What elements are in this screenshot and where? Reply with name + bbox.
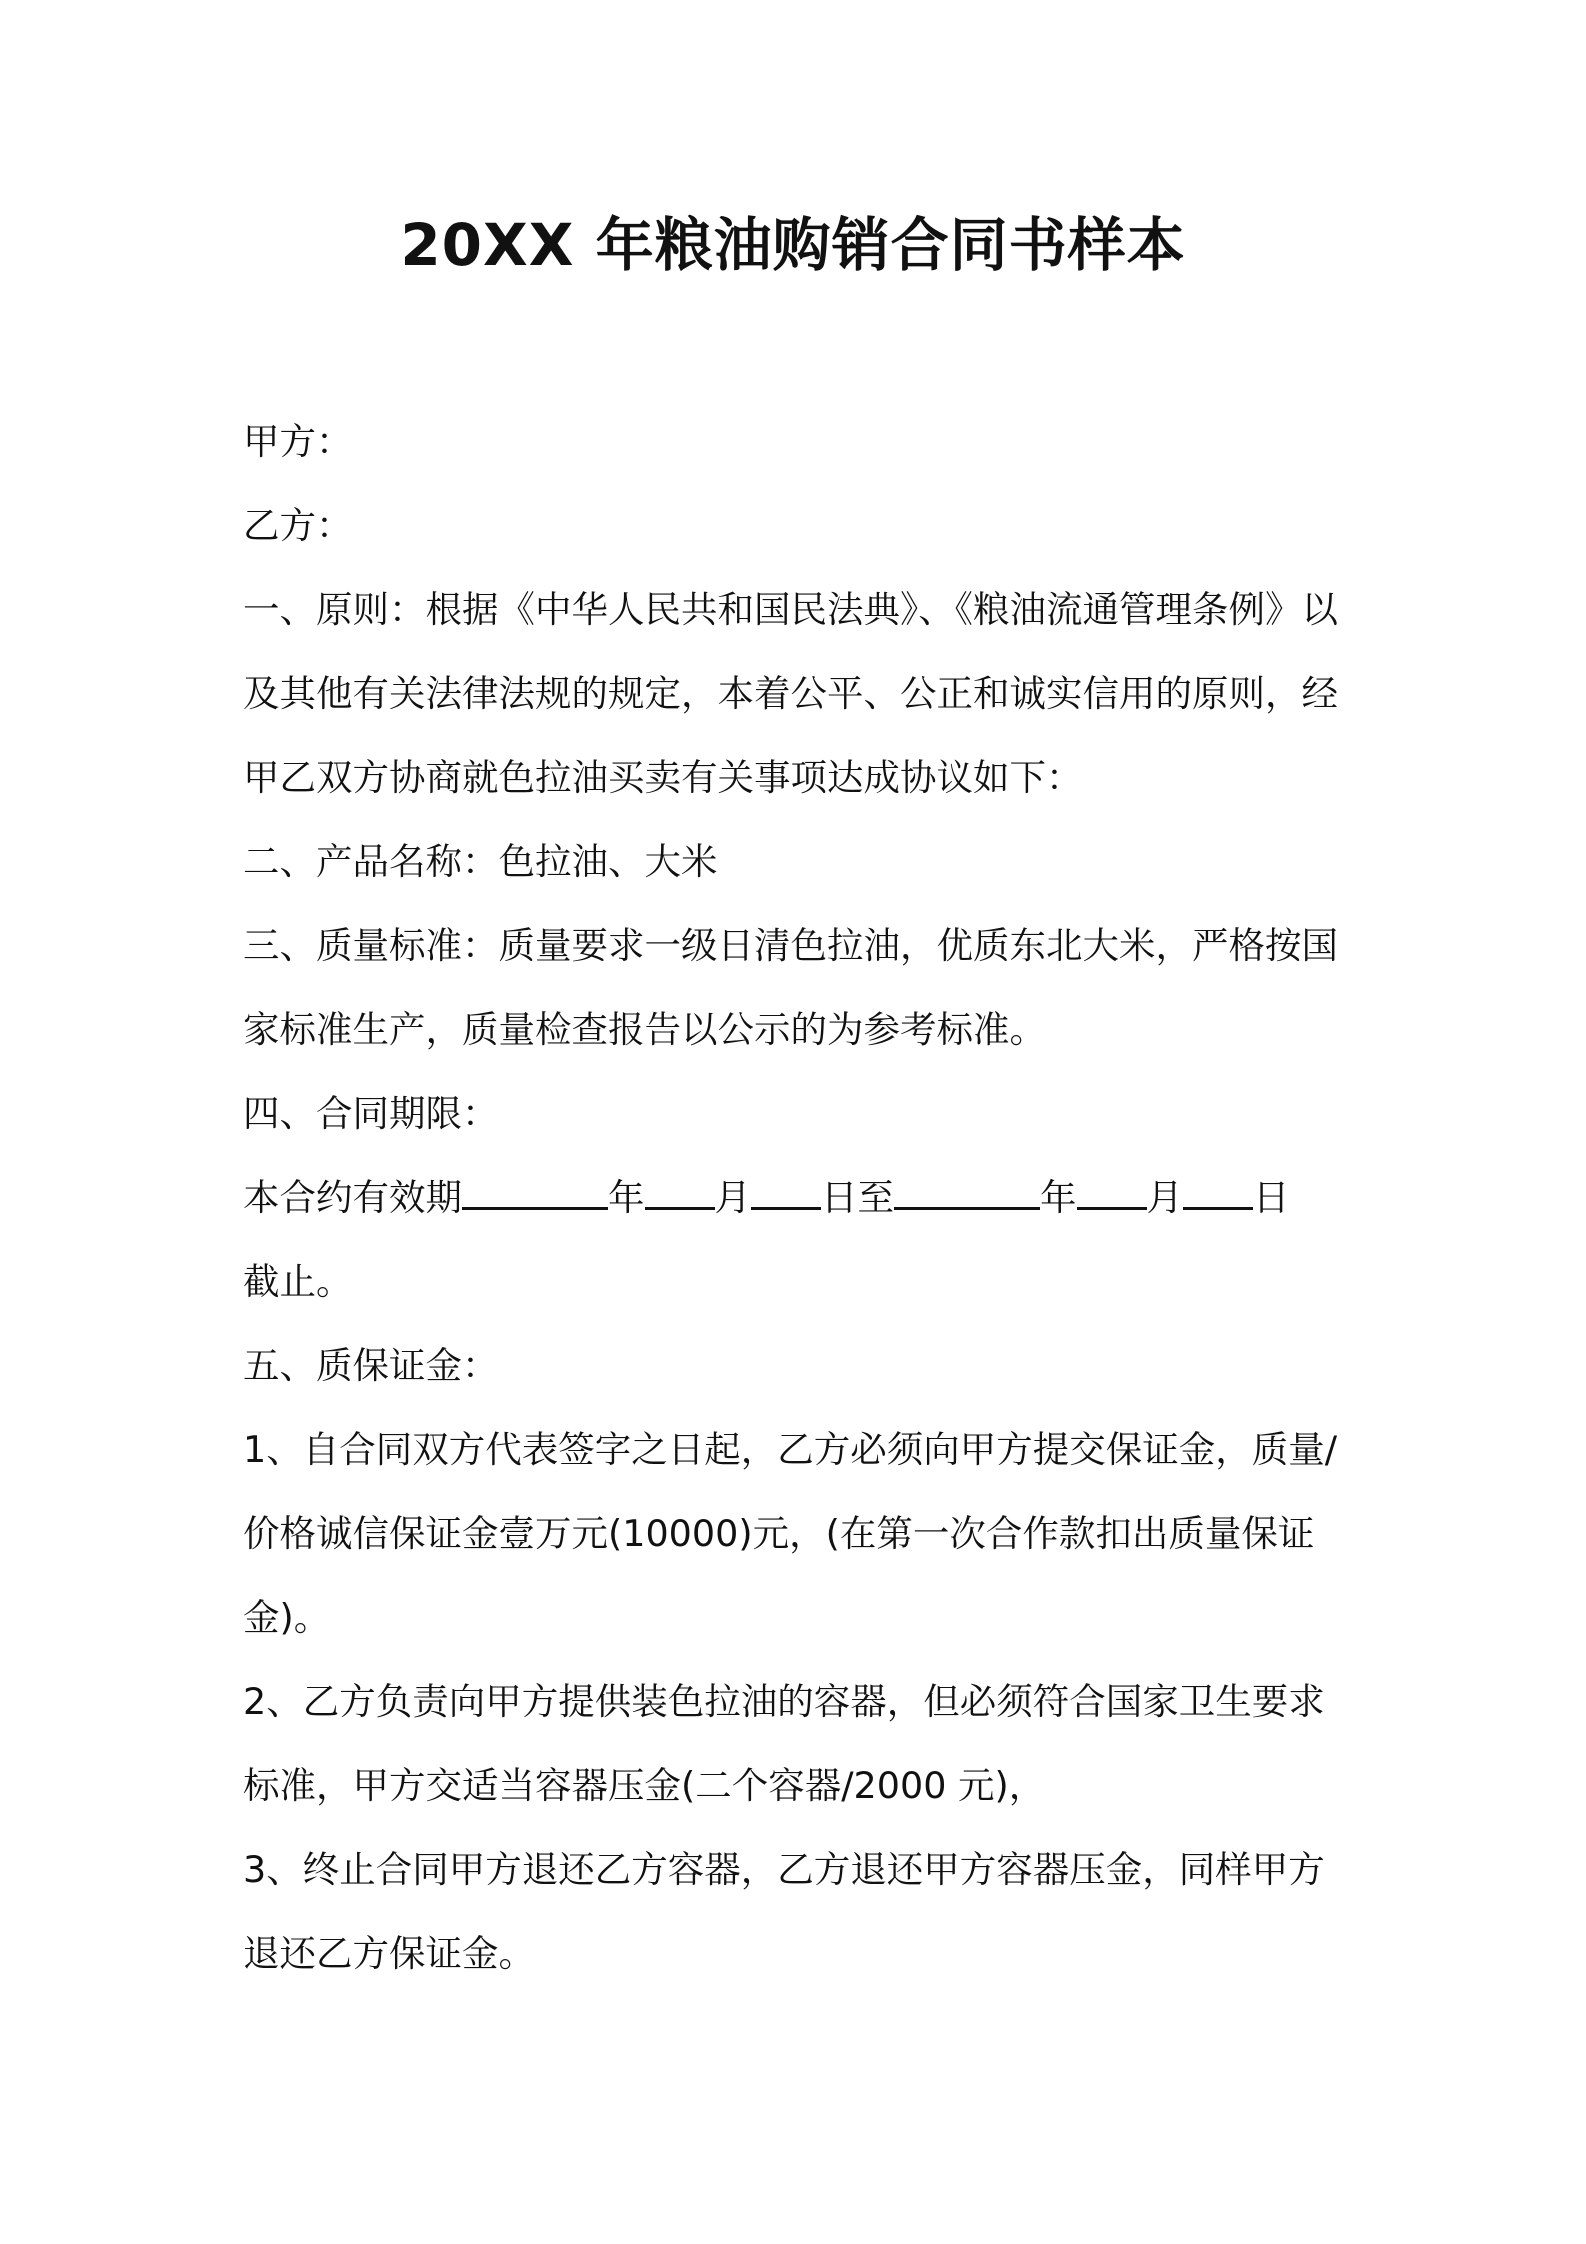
section1-line1: 一、原则：根据《中华人民共和国民法典》、《粮油流通管理条例》以 <box>243 588 1338 631</box>
section1-line3: 甲乙双方协商就色拉油买卖有关事项达成协议如下： <box>243 756 1083 799</box>
end-day-blank <box>1183 1173 1253 1210</box>
period-prefix: 本合约有效期 <box>243 1176 462 1219</box>
item1-line3: 金)。 <box>243 1596 331 1639</box>
period-end-line: 截止。 <box>243 1260 353 1303</box>
end-day-label: 日 <box>1253 1176 1290 1219</box>
contract-period-line <box>243 1156 1363 1240</box>
party-a-line: 甲方： <box>243 420 353 463</box>
document-body <box>243 400 1363 1996</box>
start-year-blank <box>462 1173 608 1210</box>
item1-line1: 1、自合同双方代表签字之日起，乙方必须向甲方提交保证金，质量/ <box>243 1428 1338 1471</box>
end-month-label: 月 <box>1146 1176 1183 1219</box>
start-day-label: 日至 <box>821 1176 894 1219</box>
end-month-blank <box>1077 1173 1147 1210</box>
party-b-line: 乙方： <box>243 504 353 547</box>
item2-line2: 标准，甲方交适当容器压金(二个容器/2000 元)， <box>243 1764 1046 1807</box>
item3-line1: 3、终止合同甲方退还乙方容器，乙方退还甲方容器压金，同样甲方 <box>243 1848 1325 1891</box>
section2-product-name: 二、产品名称：色拉油、大米 <box>243 840 718 883</box>
item3-line2: 退还乙方保证金。 <box>243 1932 535 1975</box>
start-year-label: 年 <box>608 1176 645 1219</box>
start-day-blank <box>751 1173 821 1210</box>
end-year-label: 年 <box>1040 1176 1077 1219</box>
section3-line1: 三、质量标准：质量要求一级日清色拉油，优质东北大米，严格按国 <box>243 924 1338 967</box>
section5-heading: 五、质保证金： <box>243 1344 499 1387</box>
section4-heading: 四、合同期限： <box>243 1092 499 1135</box>
start-month-blank <box>645 1173 715 1210</box>
section1-line2: 及其他有关法律法规的规定，本着公平、公正和诚实信用的原则，经 <box>243 672 1338 715</box>
section3-line2: 家标准生产，质量检查报告以公示的为参考标准。 <box>243 1008 1046 1051</box>
end-year-blank <box>894 1173 1040 1210</box>
item2-line1: 2、乙方负责向甲方提供装色拉油的容器，但必须符合国家卫生要求 <box>243 1680 1325 1723</box>
document-title: 20XX 年粮油购销合同书样本 <box>400 211 1186 279</box>
item1-line2: 价格诚信保证金壹万元(10000)元，(在第一次合作款扣出质量保证 <box>243 1512 1315 1555</box>
start-month-label: 月 <box>714 1176 751 1219</box>
